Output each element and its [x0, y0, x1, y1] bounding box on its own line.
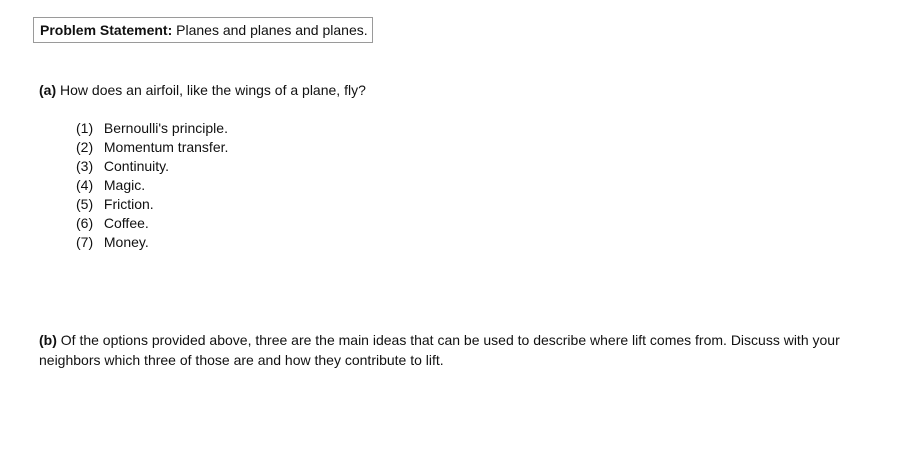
option-text: Bernoulli's principle.	[103, 120, 228, 136]
option-text: Coffee.	[103, 215, 149, 231]
option-number: (5)	[76, 196, 94, 212]
answer-option	[76, 119, 228, 138]
part-b-label: (b)	[39, 332, 57, 348]
part-a-question-text: How does an airfoil, like the wings of a plane, fly?	[60, 82, 366, 98]
part-a-question	[39, 81, 879, 99]
option-number: (7)	[76, 234, 94, 250]
part-b-prompt	[39, 330, 884, 370]
part-b-text: Of the options provided above, three are the main ideas that can be used to describe where lift comes from. Discuss with your neighbors which three of those are and how they contribute to lift.	[39, 332, 840, 368]
option-number: (6)	[76, 215, 94, 231]
problem-statement-text: Planes and planes and planes.	[176, 22, 368, 38]
answer-option	[76, 138, 228, 157]
option-text: Continuity.	[103, 158, 169, 174]
answer-option	[76, 176, 228, 195]
option-text: Friction.	[103, 196, 154, 212]
option-text: Magic.	[103, 177, 146, 193]
option-number: (1)	[76, 120, 94, 136]
answer-option	[76, 214, 228, 233]
problem-statement-label: Problem Statement:	[40, 22, 173, 38]
option-number: (4)	[76, 177, 94, 193]
option-number: (3)	[76, 158, 94, 174]
part-a-label: (a)	[39, 82, 57, 98]
answer-option	[76, 195, 228, 214]
answer-options-list	[76, 119, 228, 252]
answer-option	[76, 233, 228, 252]
option-text: Momentum transfer.	[103, 139, 229, 155]
problem-statement-box	[33, 17, 373, 43]
option-text: Money.	[103, 234, 149, 250]
option-number: (2)	[76, 139, 94, 155]
answer-option	[76, 157, 228, 176]
